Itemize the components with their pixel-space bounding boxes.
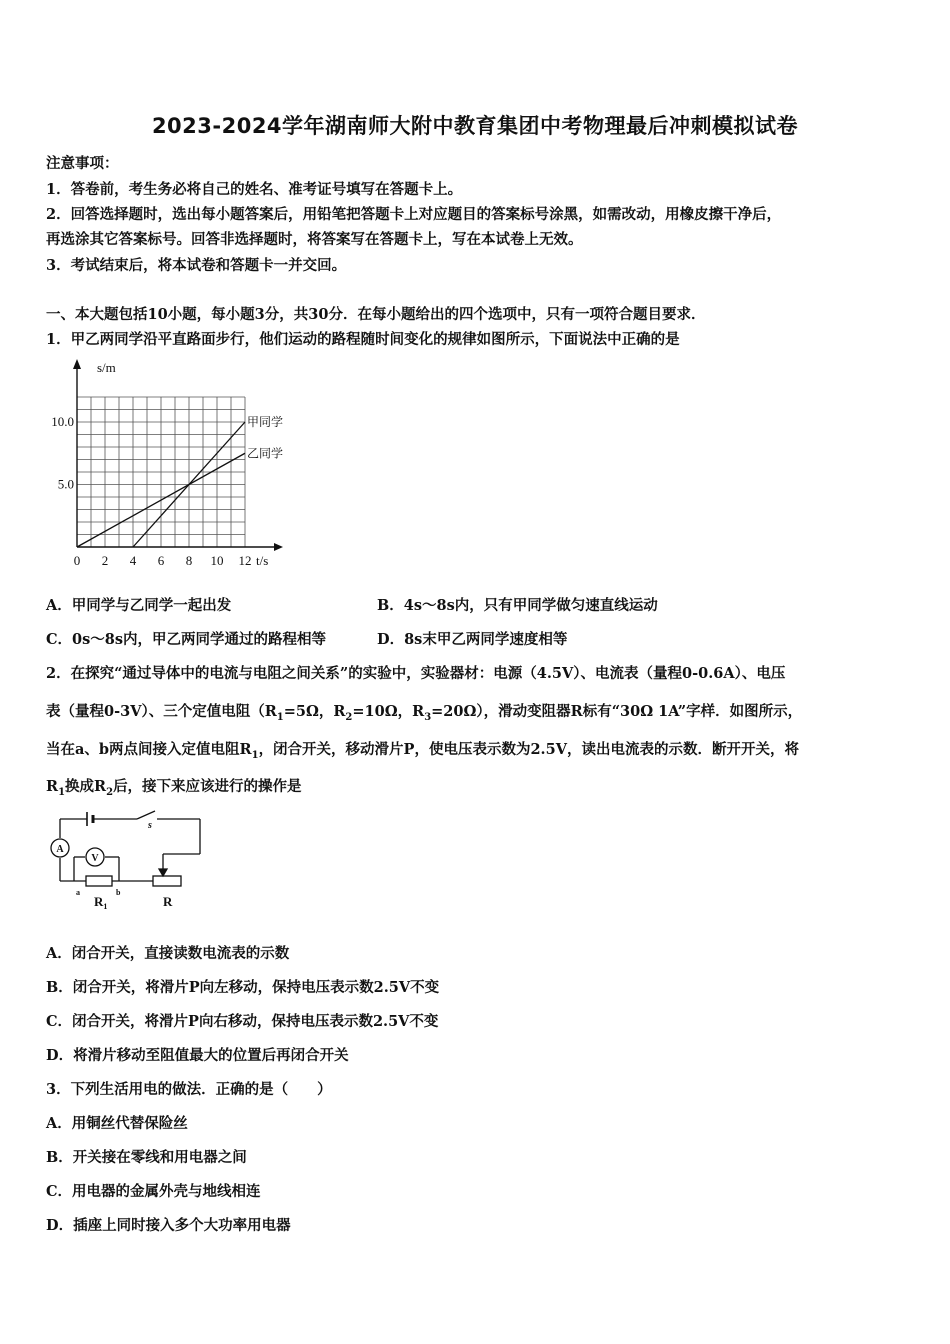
- q2-option-a: A．闭合开关，直接读数电流表的示数: [46, 945, 290, 962]
- q3-option-d: D．插座上同时接入多个大功率用电器: [46, 1217, 291, 1234]
- x-tick-label: 12: [238, 553, 252, 568]
- notice-item-2-cont: 再选涂其它答案标号。回答非选择题时，将答案写在答题卡上，写在本试卷上无效。: [46, 231, 583, 248]
- q3-option-c: C．用电器的金属外壳与地线相连: [46, 1183, 261, 1200]
- q3-option-a: A．用铜丝代替保险丝: [46, 1115, 188, 1132]
- chart-grid: [77, 397, 245, 547]
- q1-option-c: C．0s～8s内，甲乙两同学通过的路程相等: [46, 631, 327, 648]
- notice-item-2: 2．回答选择题时，选出每小题答案后，用铅笔把答题卡上对应题目的答案标号涂黑，如需改动，用橡皮擦干净后，: [46, 206, 782, 223]
- x-tick-label: 6: [157, 553, 165, 568]
- q2-option-c: C．闭合开关，将滑片P向右移动，保持电压表示数2.5V不变: [46, 1013, 439, 1030]
- q2-line-3: 当在a、b两点间接入定值电阻$R_1$，闭合开关，移动滑片P，使电压表示数为2.5V，读出电流表的示数．断开开关，将: [46, 741, 799, 761]
- notice-item-3: 3．考试结束后，将本试卷和答题卡一并交回。: [46, 257, 347, 274]
- point-b-label: b: [116, 888, 121, 897]
- page-title: 2023-2024学年湖南师大附中教育集团中考物理最后冲刺模拟试卷: [151, 114, 799, 138]
- voltmeter-label: V: [91, 853, 99, 864]
- q2-option-b: B．闭合开关，将滑片P向左移动，保持电压表示数2.5V不变: [46, 979, 440, 996]
- switch-label: s: [148, 820, 152, 831]
- point-a-label: a: [76, 888, 80, 897]
- q1-option-b: B．4s～8s内，只有甲同学做匀速直线运动: [377, 597, 658, 614]
- chart-labels: [51, 360, 283, 568]
- ammeter-label: A: [56, 844, 64, 855]
- y-tick-label: 5.0: [57, 476, 74, 492]
- y-axis-arrow: [73, 359, 81, 369]
- q3-stem: 3．下列生活用电的做法．正确的是（ ）: [46, 1081, 332, 1098]
- q1-option-d: D．8s末甲乙两同学速度相等: [377, 631, 568, 648]
- x-tick-label: 10: [210, 553, 224, 568]
- x-tick-label: 8: [185, 553, 193, 568]
- q2-option-d: D．将滑片移动至阻值最大的位置后再闭合开关: [46, 1047, 349, 1064]
- series-label-2: 乙同学: [247, 446, 284, 461]
- q1-stem: 1．甲乙两同学沿平直路面步行，他们运动的路程随时间变化的规律如图所示，下面说法中正确的是: [46, 331, 680, 348]
- notice-heading: 注意事项：: [46, 155, 119, 172]
- q3-option-b: B．开关接在零线和用电器之间: [46, 1149, 247, 1166]
- x-axis-label: t/s: [256, 553, 269, 568]
- notice-item-1: 1．答卷前，考生务必将自己的姓名、准考证号填写在答题卡上。: [46, 181, 463, 198]
- y-axis-label: s/m: [97, 360, 116, 375]
- x-tick-label: 2: [101, 553, 109, 568]
- switch-blade: [137, 811, 155, 819]
- q2-line-1: 2．在探究“通过导体中的电流与电阻之间关系”的实验中，实验器材：电源（4.5V）、电流表（量程0-0.6A）、电压: [46, 665, 786, 682]
- rheostat-label: R: [163, 894, 173, 909]
- section-heading: 一、本大题包括10小题，每小题3分，共30分．在每小题给出的四个选项中，只有一项符合题目要求．: [46, 306, 706, 323]
- distance-time-chart: [40, 355, 300, 575]
- y-tick-label: 10.0: [51, 414, 74, 429]
- r1-label: $R_1$: [94, 894, 108, 911]
- x-axis-arrow: [274, 543, 283, 551]
- circuit-diagram: [45, 805, 215, 915]
- q2-line-2: 表（量程0-3V）、三个定值电阻（$R_1=5\Omega$，$R_2=10\Omega$，$R_3=20\Omega$），滑动变阻器R标有“30Ω 1A”字样．如图所示，: [46, 703, 803, 723]
- q2-line-4: $R_1$换成$R_2$后，接下来应该进行的操作是: [46, 778, 302, 798]
- x-tick-label: 4: [129, 553, 137, 568]
- q1-option-a: A．甲同学与乙同学一起出发: [46, 597, 232, 614]
- x-tick-label: 0: [73, 553, 81, 568]
- series-label-1: 甲同学: [247, 415, 284, 429]
